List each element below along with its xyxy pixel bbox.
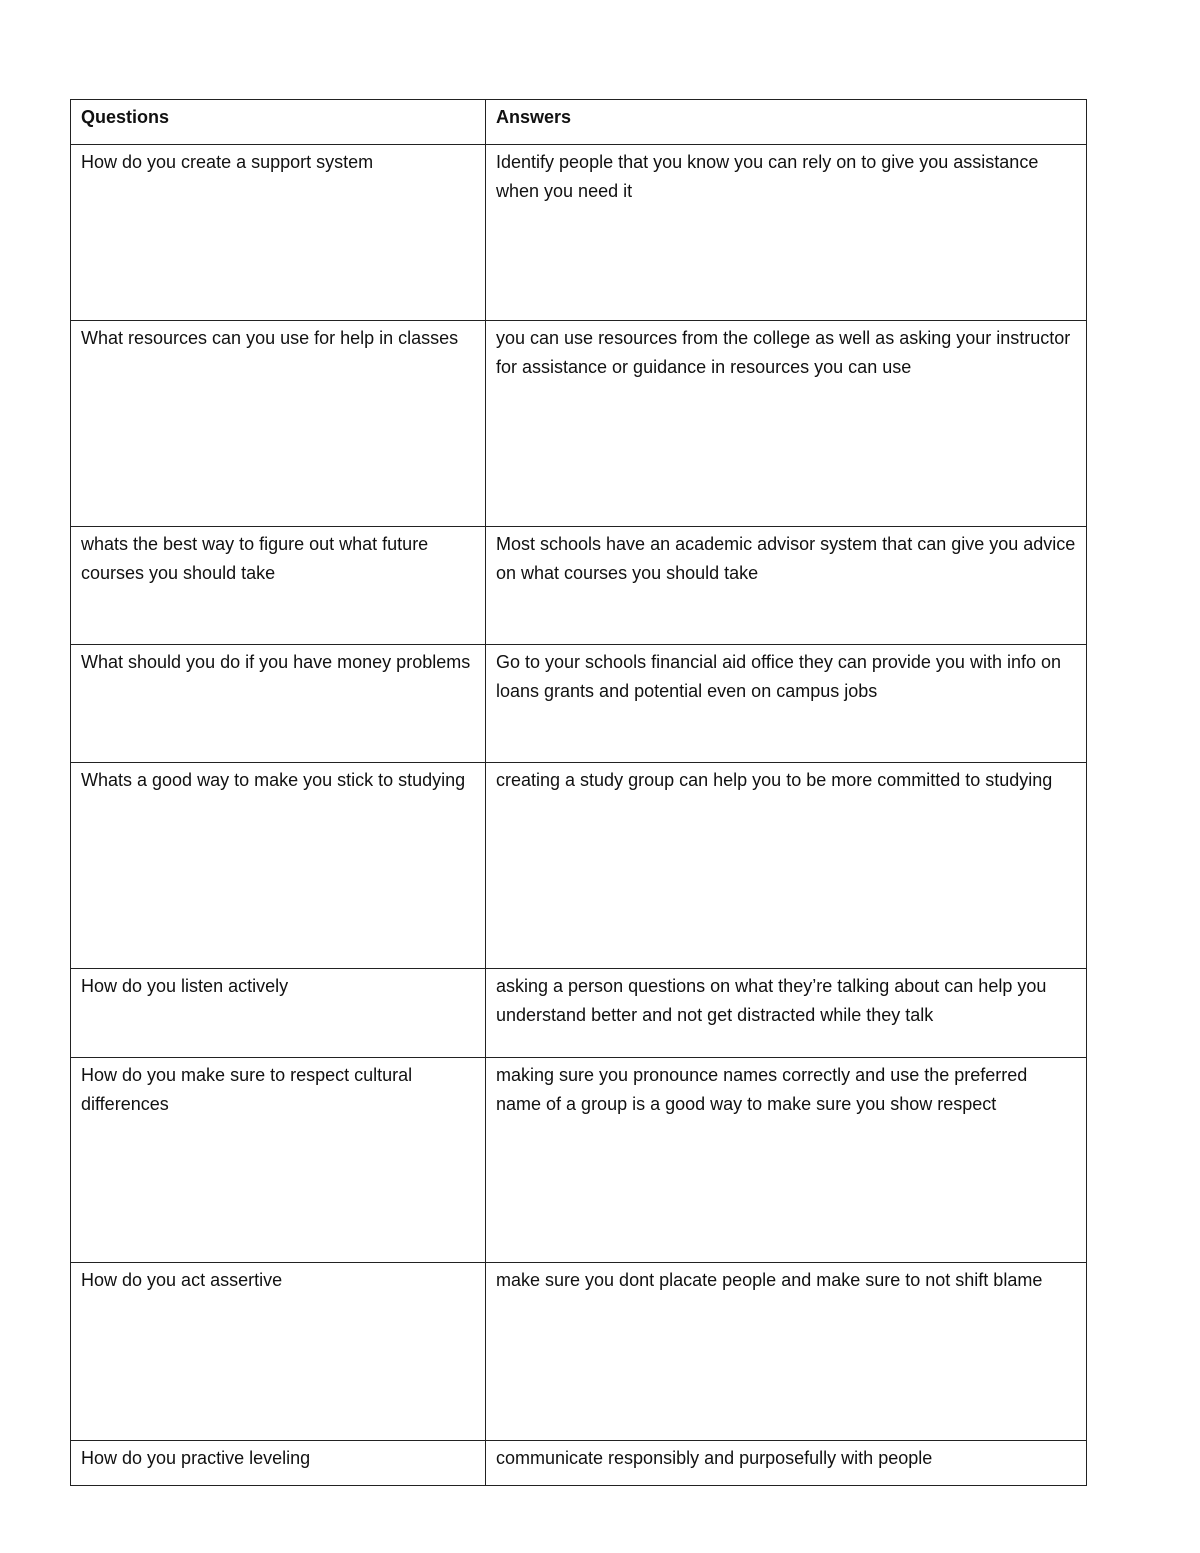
- header-answers: Answers: [486, 100, 1087, 145]
- question-cell: How do you make sure to respect cultural differences: [71, 1058, 486, 1263]
- table-row: [71, 1263, 1087, 1441]
- answer-cell: you can use resources from the college as well as asking your instructor for assistance or guidance in resources you can use: [486, 321, 1087, 527]
- question-cell: How do you practive leveling: [71, 1441, 486, 1486]
- table-row: [71, 145, 1087, 321]
- question-cell: Whats a good way to make you stick to studying: [71, 763, 486, 969]
- answer-cell: creating a study group can help you to be more committed to studying: [486, 763, 1087, 969]
- table-row: [71, 527, 1087, 645]
- table-row: [71, 1058, 1087, 1263]
- answer-cell: making sure you pronounce names correctly and use the preferred name of a group is a good way to make sure you show respect: [486, 1058, 1087, 1263]
- header-questions: Questions: [71, 100, 486, 145]
- answer-cell: communicate responsibly and purposefully with people: [486, 1441, 1087, 1486]
- answer-cell: Identify people that you know you can rely on to give you assistance when you need it: [486, 145, 1087, 321]
- table-row: [71, 1441, 1087, 1486]
- qa-table: [70, 99, 1087, 1486]
- answer-cell: make sure you dont placate people and make sure to not shift blame: [486, 1263, 1087, 1441]
- answer-cell: asking a person questions on what they’re talking about can help you understand better and not get distracted while they talk: [486, 969, 1087, 1058]
- table-row: [71, 645, 1087, 763]
- question-cell: How do you listen actively: [71, 969, 486, 1058]
- table-row: [71, 321, 1087, 527]
- question-cell: What resources can you use for help in classes: [71, 321, 486, 527]
- question-cell: How do you create a support system: [71, 145, 486, 321]
- question-cell: What should you do if you have money problems: [71, 645, 486, 763]
- table-row: [71, 969, 1087, 1058]
- table-row: [71, 763, 1087, 969]
- question-cell: How do you act assertive: [71, 1263, 486, 1441]
- answer-cell: Most schools have an academic advisor system that can give you advice on what courses you should take: [486, 527, 1087, 645]
- question-cell: whats the best way to figure out what future courses you should take: [71, 527, 486, 645]
- table-header-row: [71, 100, 1087, 145]
- answer-cell: Go to your schools financial aid office they can provide you with info on loans grants and potential even on campus jobs: [486, 645, 1087, 763]
